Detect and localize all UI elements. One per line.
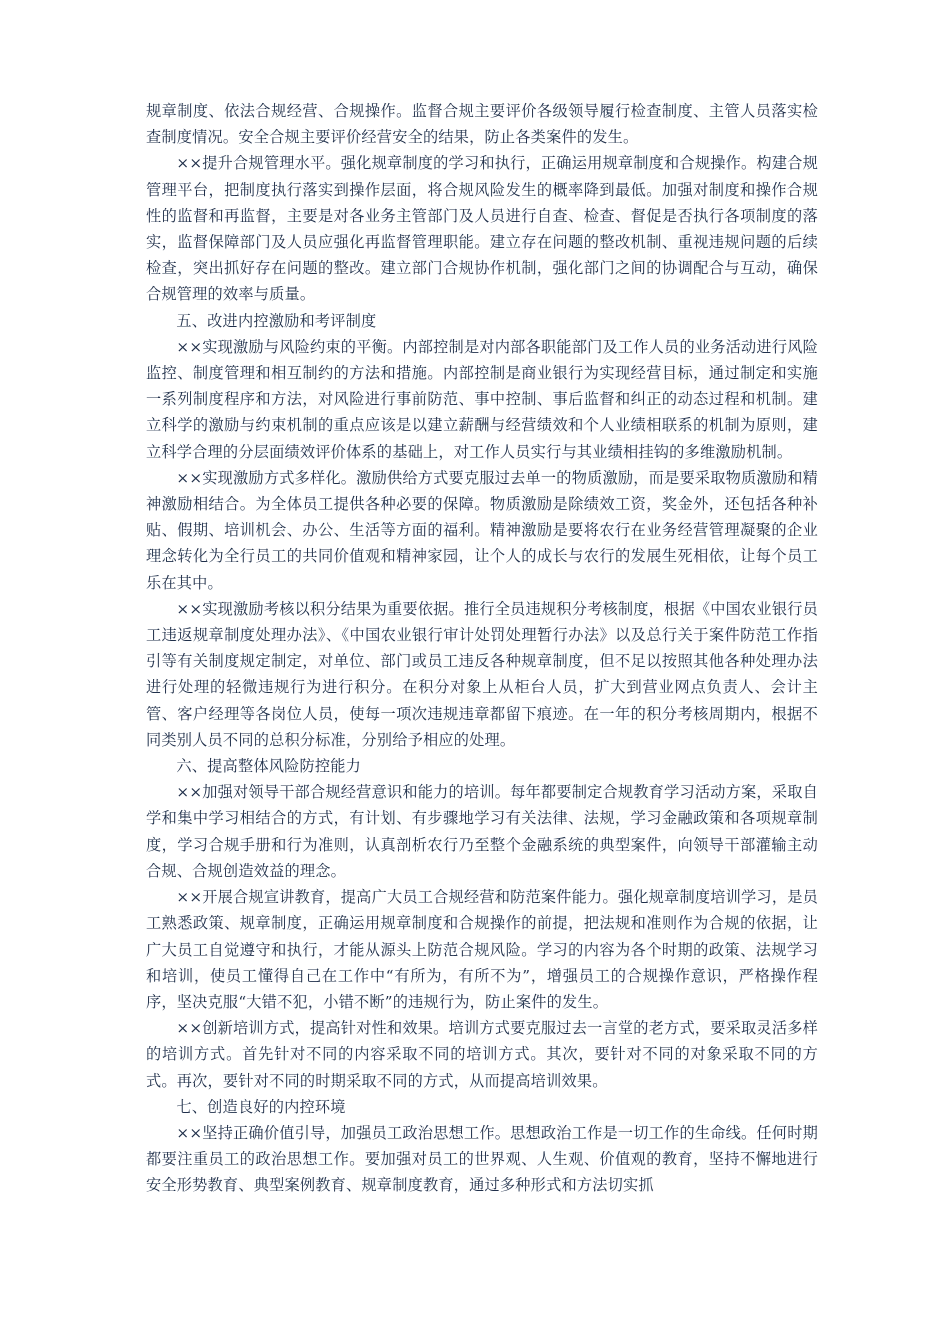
- section-heading-5: 五、改进内控激励和考评制度: [176, 311, 377, 330]
- paragraph-incentive-balance: ××实现激励与风险约束的平衡。内部控制是对内部各职能部门及工作人员的业务活动进行风险监控、制度管理和相互制约的方法和措施。内部控制是商业银行为实现经营目标，通过制定和实施一系列制度程序和方法，对风险进行事前防范、事中控制、事后监督和纠正的动态过程和机制。建立科学的激励与约束机制的重点应该是以建立薪酬与经营绩效和个人业绩相联系的机制为原则，建立科学合理的分层面绩效评价体系的基础上，对工作人员实行与其业绩相挂钩的多维激励机制。: [146, 337, 818, 461]
- paragraph-compliance-level: ××提升合规管理水平。强化规章制度的学习和执行，正确运用规章制度和合规操作。构建合规管理平台，把制度执行落实到操作层面，将合规风险发生的概率降到最低。加强对制度和操作合规性的监督和再监督，主要是对各业务主管部门及人员进行自查、检查、督促是否执行各项制度的落实，监督保障部门及人员应强化再监督管理职能。建立存在问题的整改机制、重视违规问题的后续检查，突出抓好存在问题的整改。建立部门合规协作机制，强化部门之间的协调配合与互动，确保合规管理的效率与质量。: [146, 154, 818, 304]
- paragraph-training-methods: ××创新培训方式，提高针对性和效果。培训方式要克服过去一言堂的老方式，要采取灵活多样的培训方式。首先针对不同的内容采取不同的培训方式。其次，要针对不同的对象采取不同的方式。再次，要针对不同的时期采取不同的方式，从而提高培训效果。: [146, 1019, 818, 1090]
- document-page: [146, 98, 818, 1199]
- paragraph-continuation: 规章制度、依法合规经营、合规操作。监督合规主要评价各级领导履行检查制度、主管人员落实检查制度情况。安全合规主要评价经营安全的结果，防止各类案件的发生。: [146, 102, 818, 147]
- section-heading-7: 七、创造良好的内控环境: [176, 1097, 346, 1116]
- paragraph-leader-training: ××加强对领导干部合规经营意识和能力的培训。每年都要制定合规教育学习活动方案，采取自学和集中学习相结合的方式，有计划、有步骤地学习有关法律、法规，学习金融政策和各项规章制度，学习合规手册和行为准则，认真剖析农行乃至整个金融系统的典型案件，向领导干部灌输主动合规、合规创造效益的理念。: [146, 783, 818, 880]
- paragraph-incentive-points: ××实现激励考核以积分结果为重要依据。推行全员违规积分考核制度，根据《中国农业银行员工违返规章制度处理办法》、《中国农业银行审计处罚处理暂行办法》以及总行关于案件防范工作指引等有关制度规定制定，对单位、部门或员工违反各种规章制度，但不足以按照其他各种处理办法进行处理的轻微违规行为进行积分。在积分对象上从柜台人员，扩大到营业网点负责人、会计主管、客户经理等各岗位人员，使每一项次违规违章都留下痕迹。在一年的积分考核周期内，根据不同类别人员不同的总积分标准，分别给予相应的处理。: [146, 599, 818, 749]
- paragraph-incentive-diversity: ××实现激励方式多样化。激励供给方式要克服过去单一的物质激励，而是要采取物质激励和精神激励相结合。为全体员工提供各种必要的保障。物质激励是除绩效工资，奖金外，还包括各种补贴、假期、培训机会、办公、生活等方面的福利。精神激励是要将农行在业务经营管理凝聚的企业理念转化为全行员工的共同价值观和精神家园，让个人的成长与农行的发展生死相依，让每个员工乐在其中。: [146, 468, 818, 592]
- paragraph-compliance-education: ××开展合规宣讲教育，提高广大员工合规经营和防范案件能力。强化规章制度培训学习，是员工熟悉政策、规章制度，正确运用规章制度和合规操作的前提，把法规和准则作为合规的依据，让广大员工自觉遵守和执行，才能从源头上防范合规风险。学习的内容为各个时期的政策、法规学习和培训，使员工懂得自己在工作中“有所为，有所不为”，增强员工的合规操作意识，严格操作程序，坚决克服“大错不犯，小错不断”的违规行为，防止案件的发生。: [146, 888, 818, 1011]
- paragraph-value-guidance: ××坚持正确价值引导，加强员工政治思想工作。思想政治工作是一切工作的生命线。任何时期都要注重员工的政治思想工作。要加强对员工的世界观、人生观、价值观的教育，坚持不懈地进行安全形势教育、典型案例教育、规章制度教育，通过多种形式和方法切实抓: [146, 1123, 818, 1195]
- section-heading-6: 六、提高整体风险防控能力: [176, 757, 362, 776]
